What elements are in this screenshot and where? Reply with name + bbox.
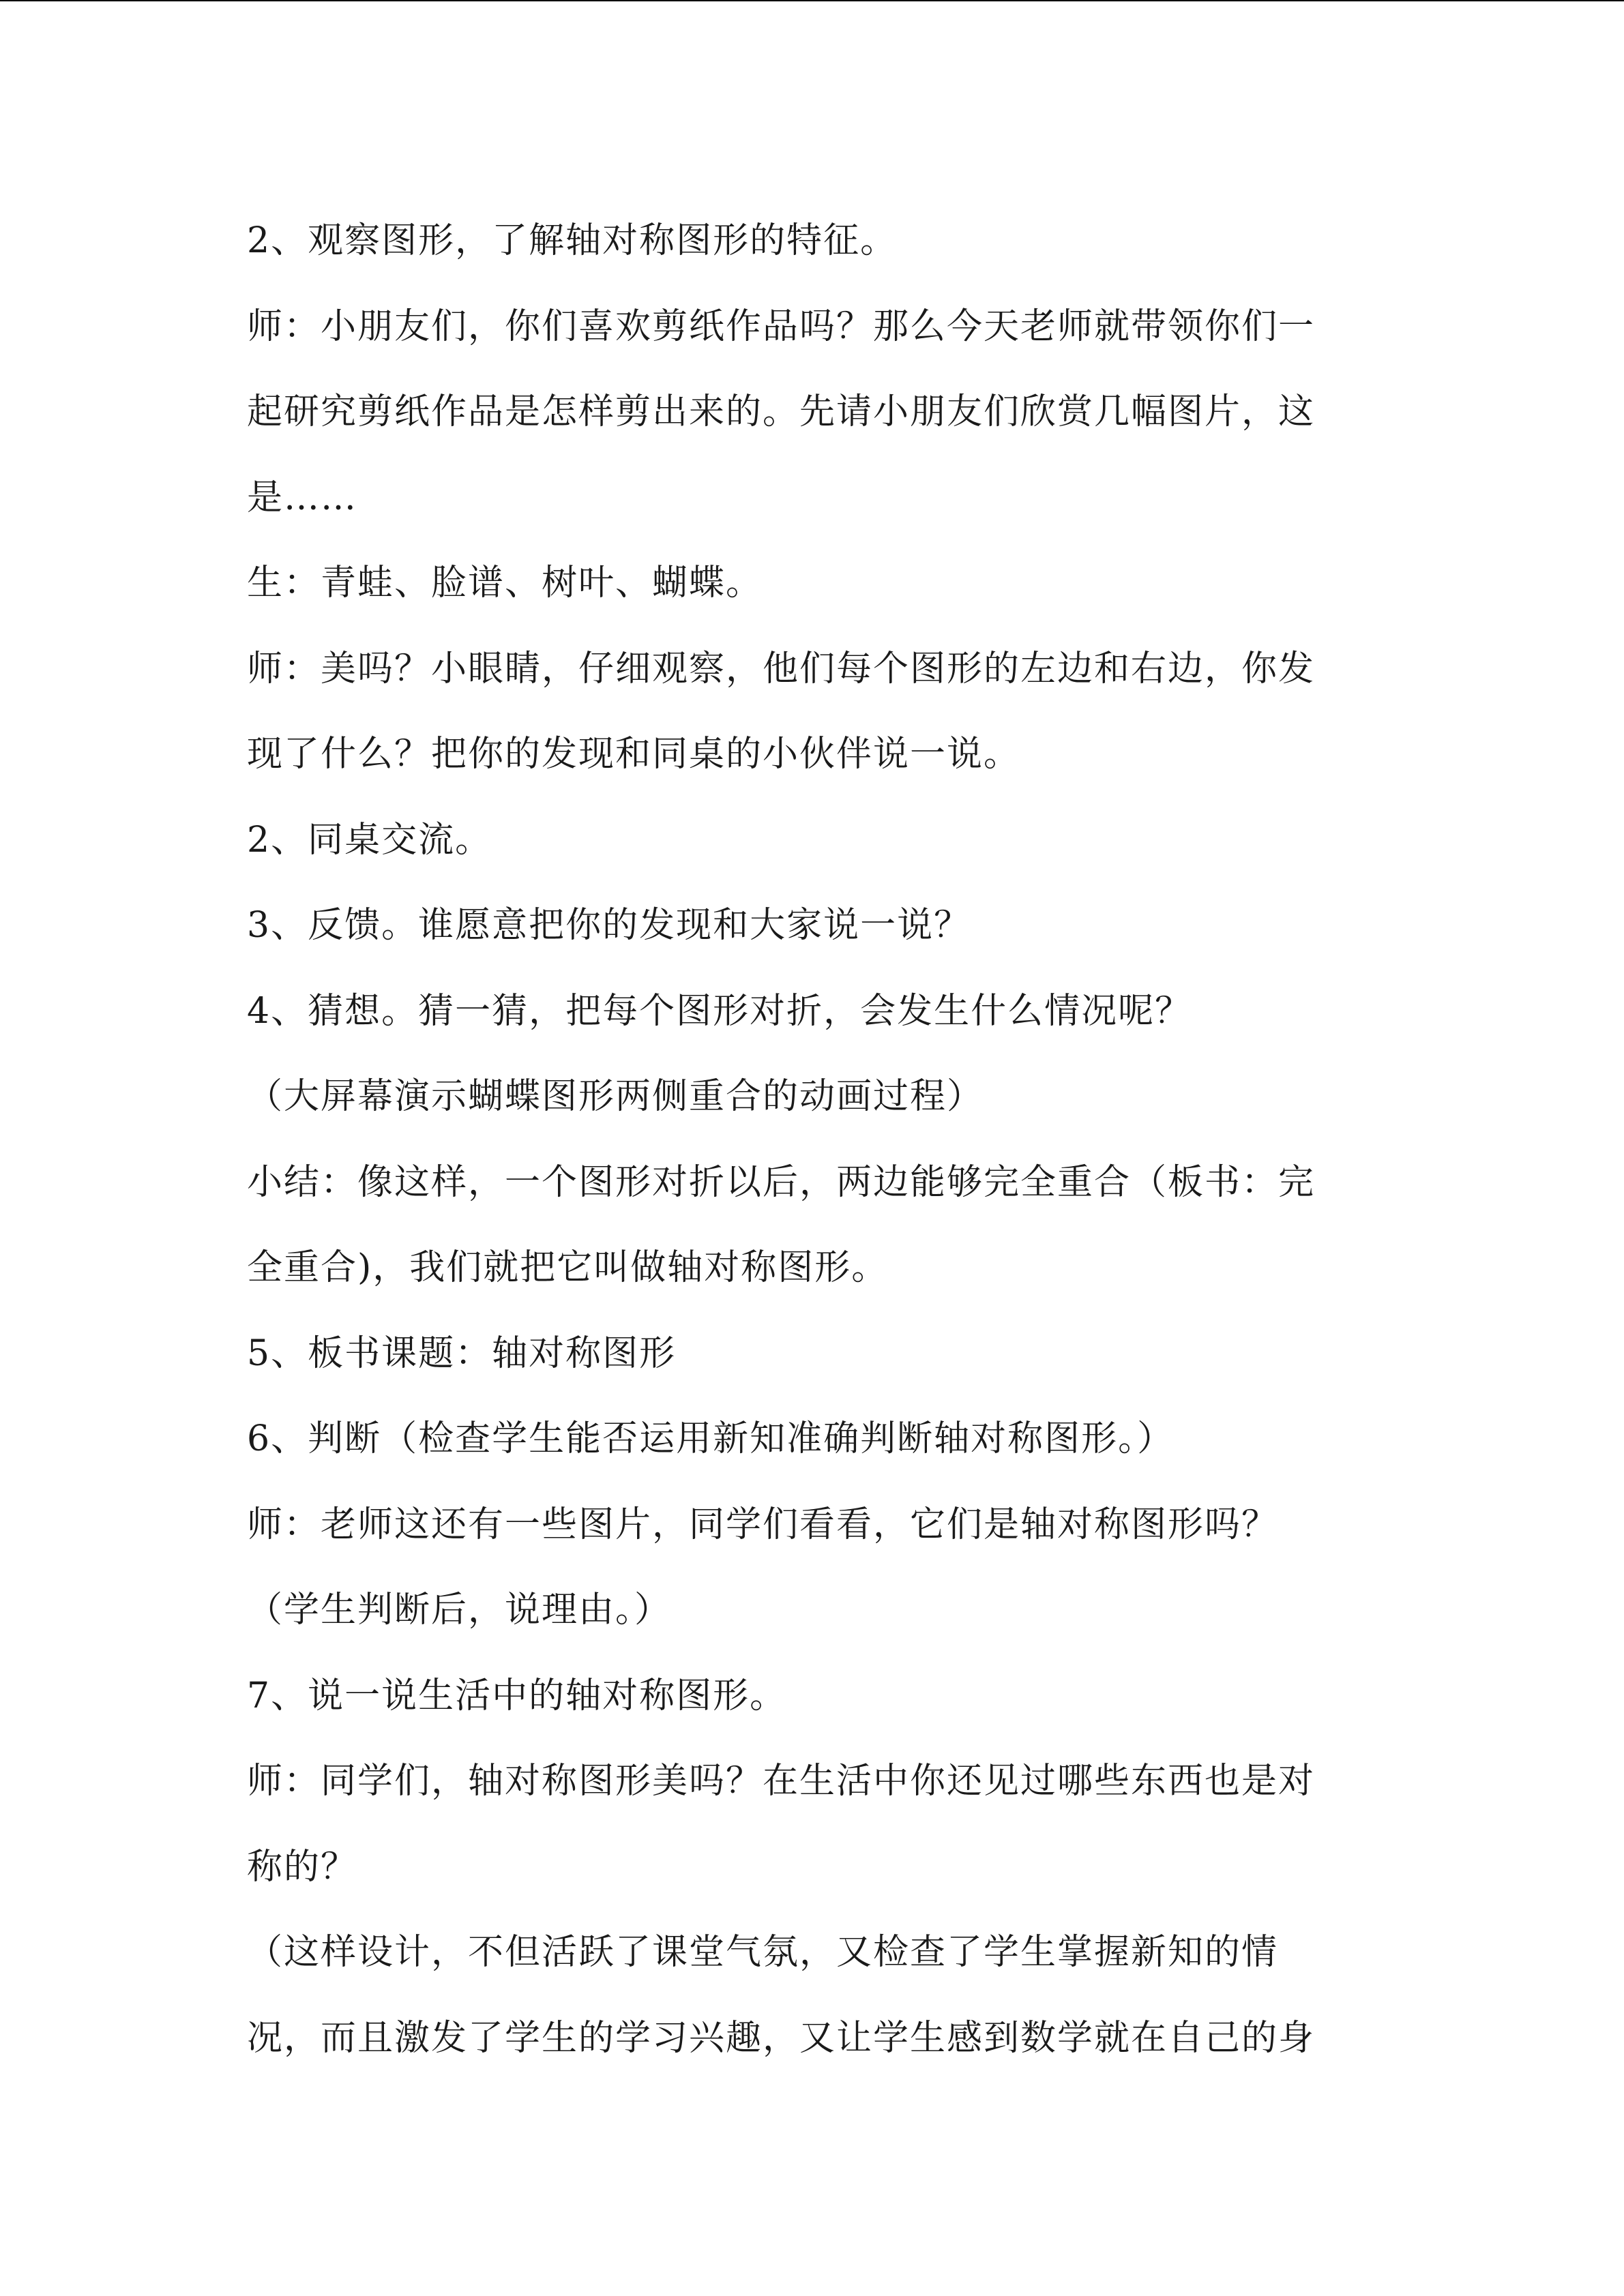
paragraph-line-8: 2、同桌交流。 [247, 819, 492, 861]
paragraph-line-20: 称的？ [247, 1846, 358, 1888]
paragraph-line-16: 师：老师这还有一些图片，同学们看看，它们是轴对称图形吗？ [247, 1504, 1279, 1545]
paragraph-line-21: （这样设计，不但活跃了课堂气氛，又检查了学生掌握新知的情 [247, 1932, 1279, 1973]
paragraph-line-10: 4、猜想。猜一猜，把每个图形对折，会发生什么情况呢？ [247, 990, 1192, 1032]
paragraph-line-5: 生：青蛙、脸谱、树叶、蝴蝶。 [247, 563, 763, 603]
paragraph-line-12: 小结：像这样，一个图形对折以后，两边能够完全重合（板书：完 [247, 1161, 1316, 1203]
paragraph-line-6: 师：美吗？小眼睛，仔细观察，他们每个图形的左边和右边，你发 [247, 648, 1316, 689]
paragraph-line-14: 5、板书课题：轴对称图形 [247, 1332, 677, 1374]
paragraph-line-3: 起研究剪纸作品是怎样剪出来的。先请小朋友们欣赏几幅图片，这 [247, 391, 1316, 432]
paragraph-line-15: 6、判断（检查学生能否运用新知准确判断轴对称图形。） [247, 1418, 1175, 1459]
paragraph-line-7: 现了什么？把你的发现和同桌的小伙伴说一说。 [247, 734, 1021, 775]
paragraph-line-22: 况，而且激发了学生的学习兴趣，又让学生感到数学就在自己的身 [247, 2017, 1316, 2059]
paragraph-line-17: （学生判断后，说理由。） [247, 1590, 672, 1630]
document-body [247, 210, 1365, 2093]
paragraph-line-4: 是…… [247, 477, 358, 518]
paragraph-line-13: 全重合)，我们就把它叫做轴对称图形。 [247, 1247, 889, 1288]
paragraph-line-18: 7、说一说生活中的轴对称图形。 [247, 1675, 787, 1716]
paragraph-line-1: 2、观察图形，了解轴对称图形的特征。 [247, 220, 898, 261]
paragraph-line-2: 师：小朋友们，你们喜欢剪纸作品吗？那么今天老师就带领你们一 [247, 305, 1316, 347]
paragraph-line-19: 师：同学们，轴对称图形美吗？在生活中你还见过哪些东西也是对 [247, 1761, 1316, 1802]
paragraph-line-9: 3、反馈。谁愿意把你的发现和大家说一说？ [247, 905, 971, 946]
paragraph-line-11: （大屏幕演示蝴蝶图形两侧重合的动画过程） [247, 1076, 984, 1117]
